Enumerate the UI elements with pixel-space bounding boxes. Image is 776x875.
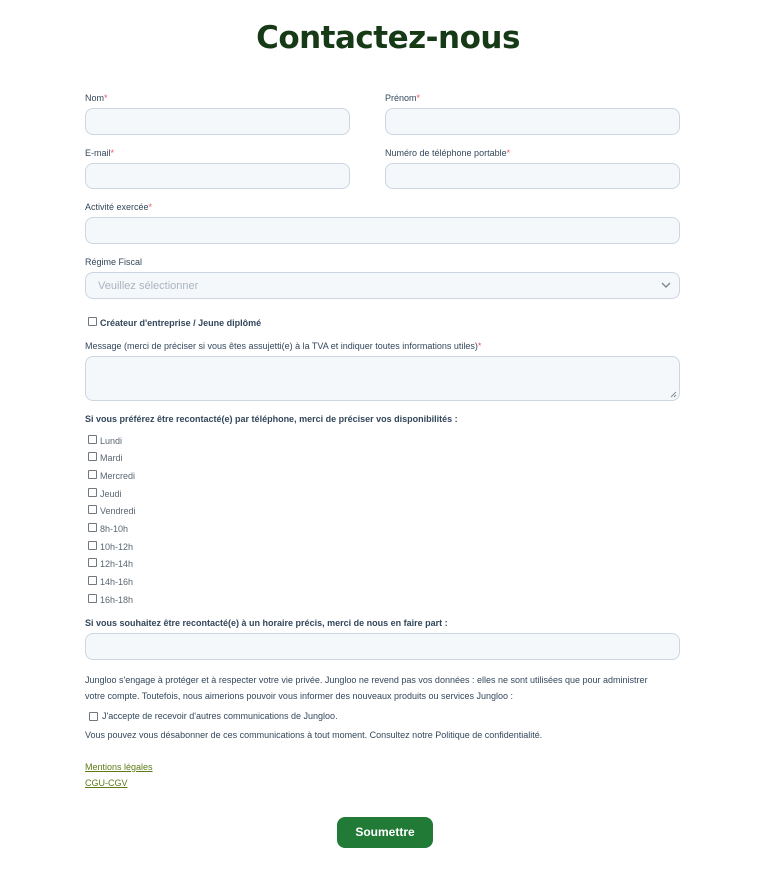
privacy-text-line2: votre compte. Toutefois, nous aimerions pouvoir vous informer des nouveaux produits ou services Jungloo :	[85, 691, 514, 701]
resize-handle-icon[interactable]	[670, 391, 677, 398]
cgu-cgv-link[interactable]: CGU-CGV	[85, 778, 128, 788]
mentions-legales-link[interactable]: Mentions légales	[85, 762, 153, 772]
regime-select[interactable]	[85, 272, 680, 299]
regime-placeholder: Veuillez sélectionner	[98, 280, 199, 292]
availability-checkbox[interactable]	[88, 558, 97, 567]
availability-option: 8h-10h	[100, 524, 129, 534]
availability-label: Si vous préférez être recontacté(e) par téléphone, merci de préciser vos disponibilités :	[85, 414, 458, 424]
availability-option: Lundi	[100, 436, 123, 446]
availability-option: 14h-16h	[100, 577, 134, 587]
activite-input[interactable]	[85, 217, 680, 244]
horaire-input[interactable]	[85, 633, 680, 660]
createur-checkbox[interactable]	[88, 317, 97, 326]
privacy-text-line1: Jungloo s'engage à protéger et à respecter votre vie privée. Jungloo ne revend pas vos données : elles ne sont utilisées que pour administrer	[85, 675, 648, 685]
email-input[interactable]	[85, 163, 350, 189]
availability-checkbox[interactable]	[88, 452, 97, 461]
availability-checkbox[interactable]	[88, 470, 97, 479]
nom-label: Nom*	[85, 93, 108, 103]
createur-label: Créateur d'entreprise / Jeune diplômé	[100, 318, 262, 328]
prenom-input[interactable]	[385, 108, 680, 135]
availability-option: 12h-14h	[100, 559, 134, 569]
regime-label: Régime Fiscal	[85, 257, 143, 267]
availability-checkbox[interactable]	[88, 523, 97, 532]
availability-option: Mercredi	[100, 471, 136, 481]
availability-checkbox[interactable]	[88, 435, 97, 444]
phone-label: Numéro de téléphone portable*	[385, 148, 511, 158]
submit-button[interactable]: Soumettre	[337, 817, 433, 848]
message-textarea[interactable]	[85, 356, 680, 401]
activite-label: Activité exercée*	[85, 202, 153, 212]
availability-option: 16h-18h	[100, 595, 134, 605]
page-title: Contactez-nous	[256, 20, 520, 56]
consent-checkbox[interactable]	[89, 712, 98, 721]
phone-input[interactable]	[385, 163, 680, 189]
availability-option: 10h-12h	[100, 542, 134, 552]
availability-checkbox[interactable]	[88, 594, 97, 603]
availability-checkbox[interactable]	[88, 541, 97, 550]
horaire-label: Si vous souhaitez être recontacté(e) à un horaire précis, merci de nous en faire part :	[85, 618, 448, 628]
unsubscribe-text: Vous pouvez vous désabonner de ces communications à tout moment. Consultez notre Politique de confidentialité.	[85, 730, 543, 740]
prenom-label: Prénom*	[385, 93, 421, 103]
availability-option: Jeudi	[100, 489, 122, 499]
chevron-down-icon	[661, 279, 671, 291]
nom-input[interactable]	[85, 108, 350, 135]
consent-label: J'accepte de recevoir d'autres communications de Jungloo.	[102, 711, 338, 721]
availability-option: Vendredi	[100, 506, 136, 516]
availability-checkbox[interactable]	[88, 576, 97, 585]
availability-checkbox[interactable]	[88, 488, 97, 497]
availability-checkbox[interactable]	[88, 505, 97, 514]
email-label: E-mail*	[85, 148, 115, 158]
availability-option: Mardi	[100, 453, 123, 463]
message-label: Message (merci de préciser si vous êtes assujetti(e) à la TVA et indiquer toutes informations utiles)*	[85, 341, 482, 351]
